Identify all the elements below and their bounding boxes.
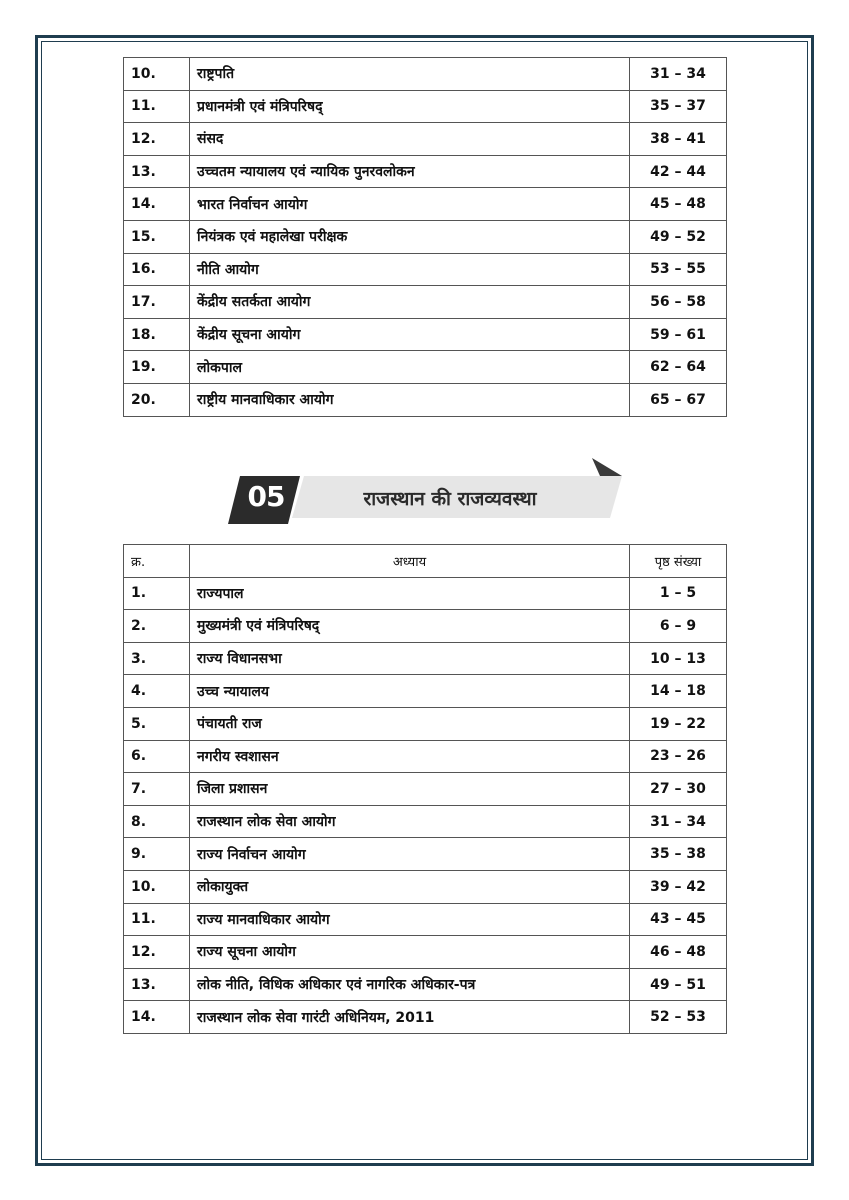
table-row <box>124 773 727 806</box>
page-range: 23 – 26 <box>630 740 727 773</box>
serial-number: 7. <box>124 773 190 806</box>
table-row <box>124 870 727 903</box>
chapter-title: मुख्यमंत्री एवं मंत्रिपरिषद् <box>190 610 630 643</box>
table-row <box>124 253 727 286</box>
serial-number: 17. <box>124 286 190 319</box>
serial-number: 19. <box>124 351 190 384</box>
chapter-title: लोक नीति, विधिक अधिकार एवं नागरिक अधिकार-पत्र <box>190 968 630 1001</box>
table-row <box>124 675 727 708</box>
serial-number: 10. <box>124 58 190 91</box>
contents-table-continued <box>123 57 727 417</box>
table-row <box>124 220 727 253</box>
section-number: 05 <box>247 480 285 513</box>
page-range: 31 – 34 <box>630 805 727 838</box>
serial-number: 3. <box>124 642 190 675</box>
chapter-title: नियंत्रक एवं महालेखा परीक्षक <box>190 220 630 253</box>
table-row <box>124 123 727 156</box>
serial-number: 8. <box>124 805 190 838</box>
page-range: 62 – 64 <box>630 351 727 384</box>
table-row <box>124 707 727 740</box>
chapter-title: राजस्थान लोक सेवा गारंटी अधिनियम, 2011 <box>190 1001 630 1034</box>
serial-number: 1. <box>124 577 190 610</box>
chapter-title: नीति आयोग <box>190 253 630 286</box>
page-range: 56 – 58 <box>630 286 727 319</box>
page-range: 45 – 48 <box>630 188 727 221</box>
header-serial: क्र. <box>124 545 190 578</box>
chapter-title: राज्य मानवाधिकार आयोग <box>190 903 630 936</box>
table-row <box>124 90 727 123</box>
header-page-number: पृष्ठ संख्या <box>630 545 727 578</box>
table-row <box>124 805 727 838</box>
serial-number: 10. <box>124 870 190 903</box>
serial-number: 14. <box>124 1001 190 1034</box>
serial-number: 4. <box>124 675 190 708</box>
chapter-title: राज्य निर्वाचन आयोग <box>190 838 630 871</box>
table-header-row <box>124 545 727 578</box>
table-row <box>124 286 727 319</box>
chapter-title: नगरीय स्वशासन <box>190 740 630 773</box>
chapter-title: राज्य विधानसभा <box>190 642 630 675</box>
serial-number: 11. <box>124 903 190 936</box>
page-range: 65 – 67 <box>630 383 727 416</box>
header-chapter: अध्याय <box>190 545 630 578</box>
chapter-title: जिला प्रशासन <box>190 773 630 806</box>
chapter-title: प्रधानमंत्री एवं मंत्रिपरिषद् <box>190 90 630 123</box>
table-row <box>124 577 727 610</box>
chapter-title: उच्च न्यायालय <box>190 675 630 708</box>
chapter-title: उच्चतम न्यायालय एवं न्यायिक पुनरवलोकन <box>190 155 630 188</box>
table-row <box>124 351 727 384</box>
serial-number: 13. <box>124 968 190 1001</box>
table-row <box>124 188 727 221</box>
page-range: 10 – 13 <box>630 642 727 675</box>
serial-number: 5. <box>124 707 190 740</box>
chapter-title: पंचायती राज <box>190 707 630 740</box>
page-range: 52 – 53 <box>630 1001 727 1034</box>
page-range: 31 – 34 <box>630 58 727 91</box>
table-row <box>124 58 727 91</box>
chapter-title: राष्ट्रपति <box>190 58 630 91</box>
table-row <box>124 968 727 1001</box>
chapter-title: राज्यपाल <box>190 577 630 610</box>
chapter-title: लोकायुक्त <box>190 870 630 903</box>
page-range: 1 – 5 <box>630 577 727 610</box>
serial-number: 14. <box>124 188 190 221</box>
serial-number: 12. <box>124 123 190 156</box>
chapter-title: लोकपाल <box>190 351 630 384</box>
page-range: 49 – 51 <box>630 968 727 1001</box>
contents-table-rajasthan <box>123 544 727 1034</box>
chapter-title: केंद्रीय सूचना आयोग <box>190 318 630 351</box>
table-row <box>124 936 727 969</box>
serial-number: 11. <box>124 90 190 123</box>
page-range: 59 – 61 <box>630 318 727 351</box>
page-range: 49 – 52 <box>630 220 727 253</box>
serial-number: 20. <box>124 383 190 416</box>
chapter-title: भारत निर्वाचन आयोग <box>190 188 630 221</box>
page-range: 43 – 45 <box>630 903 727 936</box>
chapter-title: राज्य सूचना आयोग <box>190 936 630 969</box>
section-title: राजस्थान की राजव्यवस्था <box>363 488 537 510</box>
table-row <box>124 155 727 188</box>
serial-number: 16. <box>124 253 190 286</box>
table-row <box>124 1001 727 1034</box>
table-row <box>124 740 727 773</box>
page-range: 6 – 9 <box>630 610 727 643</box>
chapter-title: राष्ट्रीय मानवाधिकार आयोग <box>190 383 630 416</box>
serial-number: 6. <box>124 740 190 773</box>
table-row <box>124 903 727 936</box>
table-row <box>124 610 727 643</box>
table-row <box>124 642 727 675</box>
page-range: 42 – 44 <box>630 155 727 188</box>
serial-number: 12. <box>124 936 190 969</box>
page-range: 14 – 18 <box>630 675 727 708</box>
page-range: 19 – 22 <box>630 707 727 740</box>
page-range: 53 – 55 <box>630 253 727 286</box>
serial-number: 15. <box>124 220 190 253</box>
section-banner <box>224 458 624 526</box>
page-range: 35 – 37 <box>630 90 727 123</box>
page-range: 38 – 41 <box>630 123 727 156</box>
page-range: 39 – 42 <box>630 870 727 903</box>
page-range: 27 – 30 <box>630 773 727 806</box>
serial-number: 18. <box>124 318 190 351</box>
chapter-title: राजस्थान लोक सेवा आयोग <box>190 805 630 838</box>
serial-number: 9. <box>124 838 190 871</box>
page-range: 46 – 48 <box>630 936 727 969</box>
serial-number: 2. <box>124 610 190 643</box>
serial-number: 13. <box>124 155 190 188</box>
page-range: 35 – 38 <box>630 838 727 871</box>
table-row <box>124 318 727 351</box>
table-row <box>124 383 727 416</box>
chapter-title: संसद <box>190 123 630 156</box>
chapter-title: केंद्रीय सतर्कता आयोग <box>190 286 630 319</box>
table-row <box>124 838 727 871</box>
